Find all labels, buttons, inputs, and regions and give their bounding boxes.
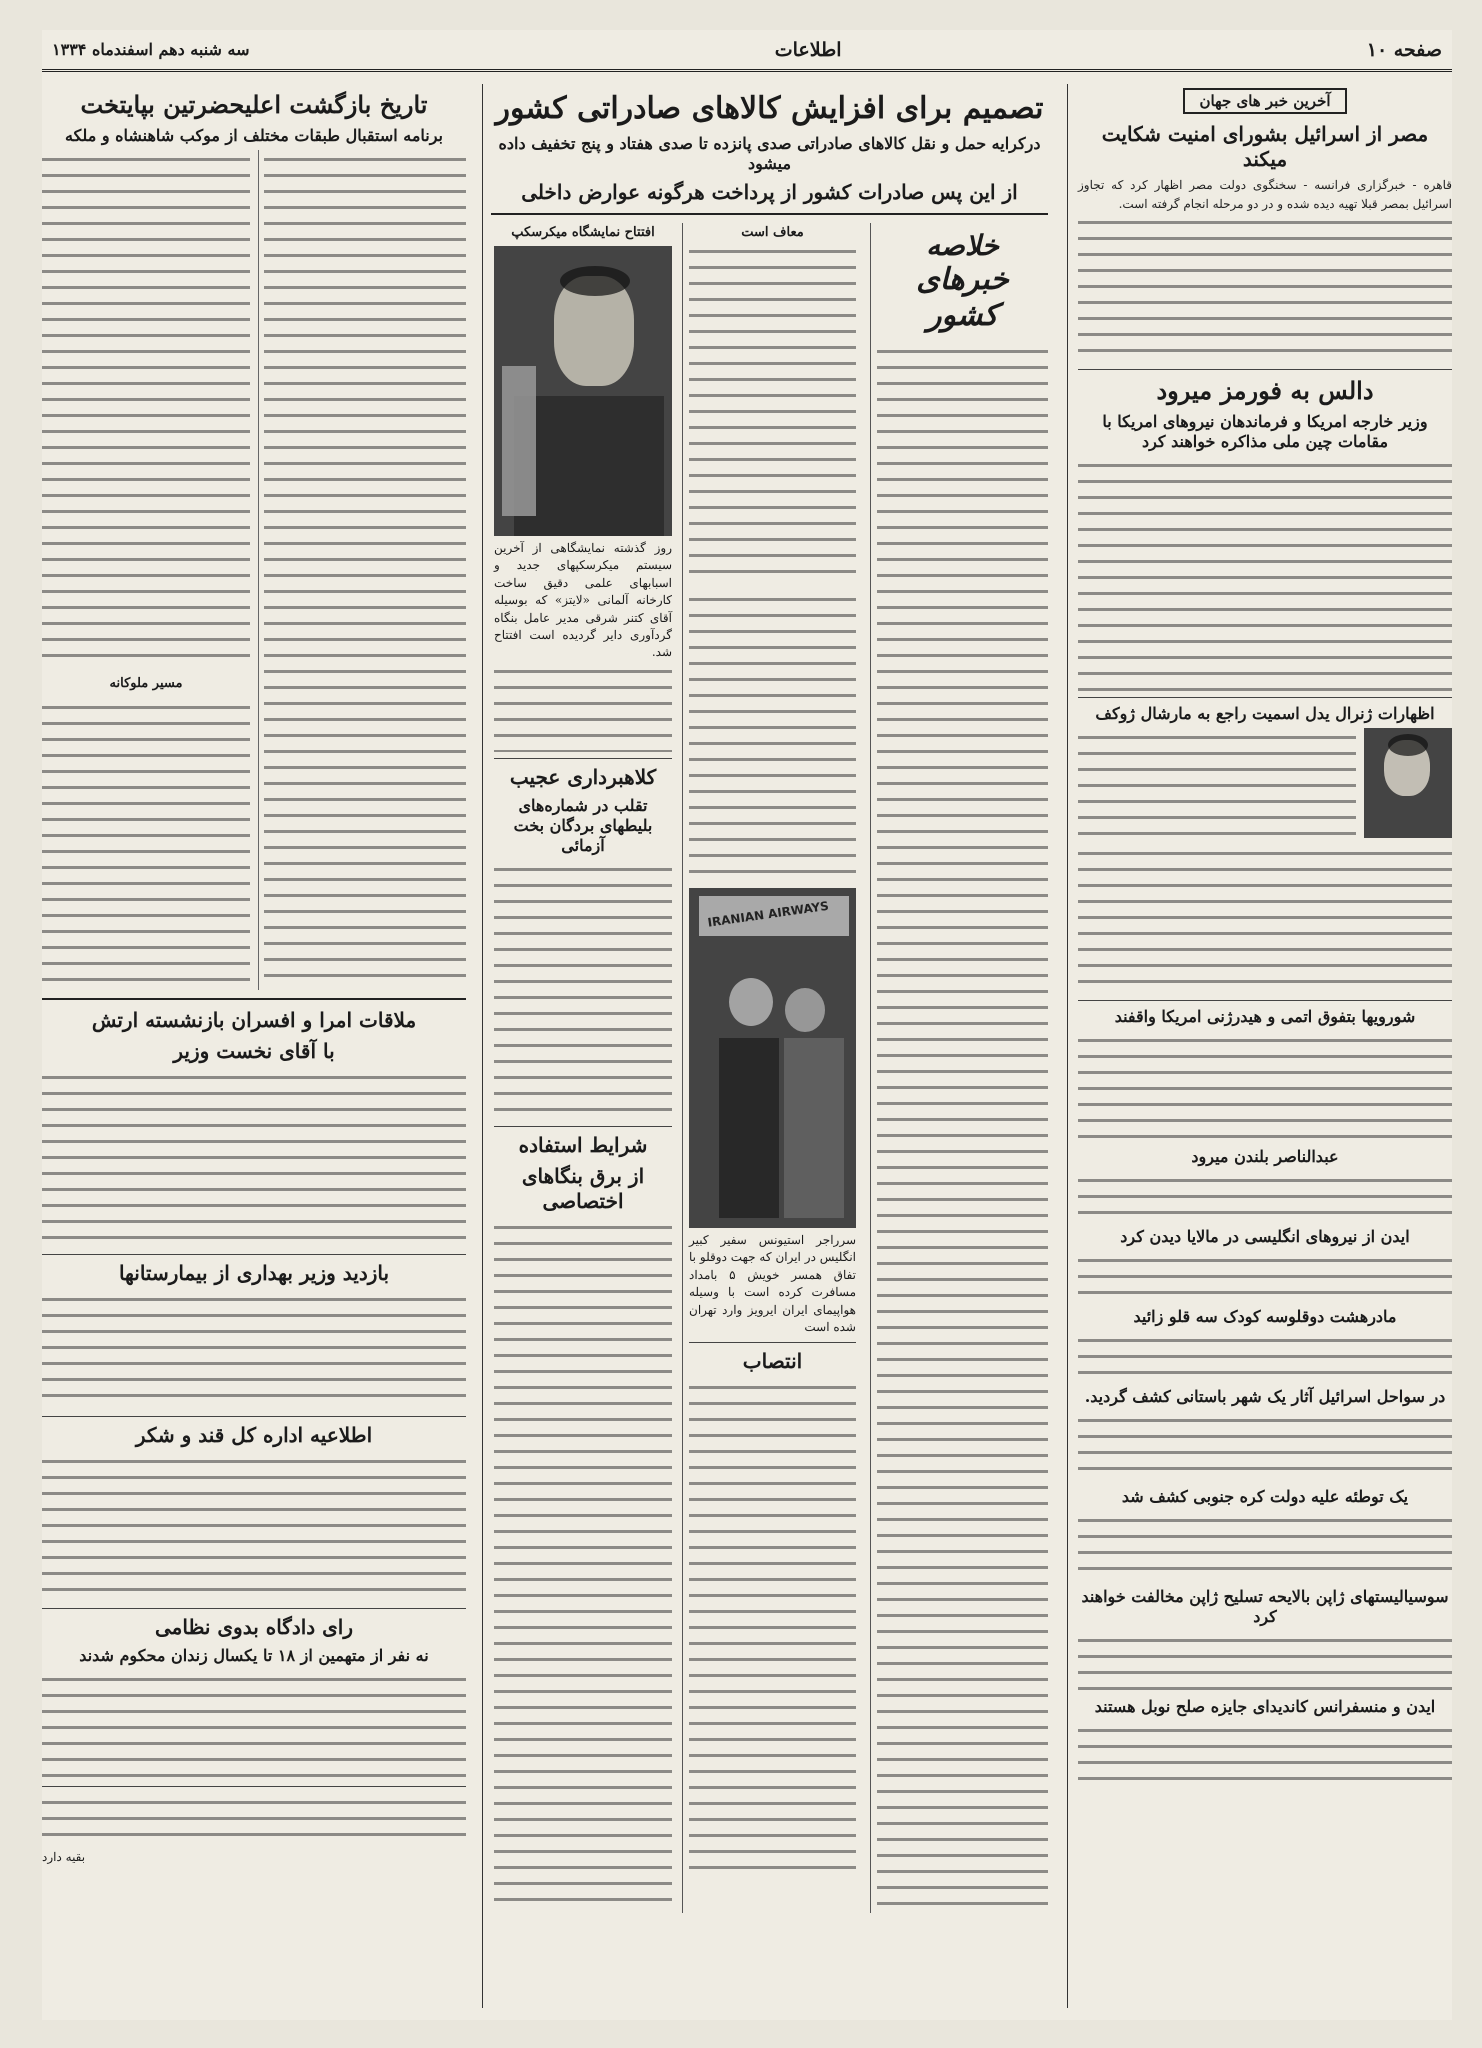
article-dulles-body	[1078, 456, 1452, 691]
exports-subhead: معاف است	[741, 224, 804, 240]
article-twins-body	[1078, 1331, 1452, 1381]
microscope-photo	[494, 246, 672, 536]
masthead	[42, 30, 1452, 72]
headline-nasser-london: عبدالناصر بلندن میرود	[1191, 1147, 1339, 1167]
article-military-court-body	[42, 1670, 466, 1780]
appointment-body	[689, 1378, 856, 1878]
fraud-title: کلاهبرداری عجیب	[509, 764, 657, 789]
airline-caption: سرراجر استیونس سفیر کبیر انگلیس در ایران که جهت دوقلو با تفاق همسر خویش ۵ بامداد مسافرت کرده است با وسیله هواپیمای ایران ایرویز وارد تهران شده است	[689, 1233, 857, 1334]
subheadline-retired-officers: با آقای نخست وزیر	[173, 1039, 335, 1063]
article-japan-body	[1078, 1631, 1452, 1691]
royal-return-body-2	[42, 150, 250, 670]
headline-nobel: ایدن و منسفرانس کاندیدای جایزه صلح نوبل هستند	[1094, 1697, 1436, 1717]
issue-date: سه شنبه دهم اسفندماه ۱۳۳۴	[52, 40, 250, 59]
headline-sugar-notice: اطلاعیه اداره کل قند و شکر	[135, 1423, 373, 1447]
newspaper-name: اطلاعات	[774, 38, 842, 61]
headline-egypt-israel: مصر از اسرائیل بشورای امنیت شکایت میکند	[1101, 122, 1429, 171]
article-health-minister-body	[42, 1290, 466, 1410]
portrait-photo	[1364, 728, 1452, 838]
main-subheadline-2: از این پس صادرات کشور از پرداخت هرگونه عوارض داخلی	[521, 179, 1018, 204]
article-sugar-notice-body	[42, 1452, 466, 1602]
digest-subcolumn	[870, 223, 1048, 1913]
newspaper-page	[42, 30, 1452, 2020]
digest-title-2: خبرهای کشور	[916, 261, 1009, 333]
headline-korea-plot: یک توطئه علیه دولت کره جنوبی کشف شد	[1121, 1487, 1409, 1507]
digest-body	[877, 342, 1048, 1913]
right-column	[1067, 84, 1452, 2008]
headline-soviet-atomic: شورویها بتفوق اتمی و هیدرژنی امریکا واقفند	[1114, 1007, 1416, 1027]
article-egypt-body	[1078, 213, 1452, 363]
fraud-subtitle: تقلب در شماره‌های بلیطهای بردگان بخت آزمائی	[513, 795, 653, 855]
royal-return-body-3	[42, 698, 250, 988]
page-number: صفحه ۱۰	[1366, 38, 1442, 61]
conditions-title: شرایط استفاده	[518, 1132, 648, 1157]
center-column	[482, 84, 1056, 2008]
airline-sign-text: IRANIAN AIRWAYS	[706, 898, 830, 930]
exhibit-title: افتتاح نمایشگاه میکرسکپ	[511, 224, 655, 240]
article-ancient-city-body	[1078, 1411, 1452, 1481]
exhibit-caption: روز گذشته نمایشگاهی از آخرین سیستم میکرسکپهای جدید و اسبابهای علمی دقیق ساخت کارخانه آلمانی «لایتز» که بوسیله آقای کتنر شرقی مدیر عامل بنگاه گردآوری دایر گردیده است افتتاح شد.	[494, 541, 672, 660]
continued-note: بقیه دارد	[42, 1850, 86, 1864]
article-egypt-lead: قاهره - خبرگزاری فرانسه - سخنگوی دولت مصر اظهار کرد که تجاوز اسرائیل بمصر قبلا تهیه دیده شده و در دو مرحله انجام گرفته است.	[1078, 178, 1452, 211]
headline-bedell-smith: اظهارات ژنرال یدل اسمیت راجع به مارشال ژوکف	[1095, 704, 1435, 724]
article-soviet-body	[1078, 1031, 1452, 1141]
subheadline-military-court: نه نفر از متهمین از ۱۸ تا یکسال زندان محکوم شدند	[79, 1646, 429, 1665]
royal-return-body-1	[264, 150, 466, 980]
exports-body-1	[689, 242, 856, 582]
conditions-body	[494, 1218, 672, 1913]
left-column	[42, 84, 472, 2008]
article-retired-officers-body	[42, 1068, 466, 1248]
article-nobel-body	[1078, 1721, 1452, 1781]
article-zhukov-body	[1078, 844, 1452, 994]
digest-title-1: خلاصه	[926, 228, 999, 262]
subheadline-dulles: وزیر خارجه امریکا و فرماندهان نیروهای امریکا با مقامات چین ملی مذاکره خواهند کرد	[1102, 412, 1428, 452]
headline-royal-return: تاریخ بازگشت اعلیحضرتین بپایتخت	[80, 90, 428, 119]
exhibit-body	[494, 662, 672, 752]
headline-health-minister: بازدید وزیر بهداری از بیمارستانها	[118, 1261, 390, 1285]
fraud-body	[494, 860, 672, 1120]
headline-ancient-city: در سواحل اسرائیل آثار یک شهر باستانی کشف گردید.	[1084, 1387, 1446, 1407]
subheadline-royal-return: برنامه استقبال طبقات مختلف از موکب شاهنشاه و ملکه	[64, 126, 444, 145]
article-nasser-body	[1078, 1171, 1452, 1221]
world-news-label: آخرین خبر های جهان	[1183, 88, 1346, 114]
article-korea-body	[1078, 1511, 1452, 1581]
article-eden-body	[1078, 1251, 1452, 1301]
main-headline: تصمیم برای افزایش کالاهای صادراتی کشور	[495, 91, 1044, 126]
main-subheadline-1: درکرایه حمل و نقل کالاهای صادراتی صدی پانزده تا صدی هفتاد و پنج تخفیف داده میشود	[498, 133, 1041, 173]
royal-return-left	[42, 150, 252, 990]
appointment-title: انتصاب	[742, 1349, 803, 1374]
left-subcolumn	[490, 223, 676, 1913]
conditions-subtitle: از برق بنگاهای اختصاصی	[521, 1163, 645, 1213]
royal-route-subhead: مسیر ملوکانه	[109, 676, 183, 691]
headline-twins: مادرهشت دوقلوسه کودک سه قلو زائید	[1133, 1307, 1397, 1327]
royal-return-right	[258, 150, 466, 990]
exports-body-2	[689, 590, 856, 880]
headline-retired-officers: ملاقات امرا و افسران بازنشسته ارتش	[91, 1008, 417, 1032]
headline-eden-malaya: ایدن از نیروهای انگلیسی در مالایا دیدن کرد	[1120, 1227, 1410, 1247]
article-bedell-smith-body	[1078, 728, 1356, 838]
headline-dulles: دالس به فورمز میرود	[1156, 376, 1374, 406]
airline-photo	[689, 888, 856, 1228]
headline-military-court: رای دادگاه بدوی نظامی	[154, 1615, 354, 1639]
middle-subcolumn	[682, 223, 862, 1913]
headline-japan-socialists: سوسیالیستهای ژاپن بالایحه تسلیح ژاپن مخالفت خواهند کرد	[1081, 1587, 1449, 1627]
article-electricity-notice	[42, 1793, 466, 1848]
